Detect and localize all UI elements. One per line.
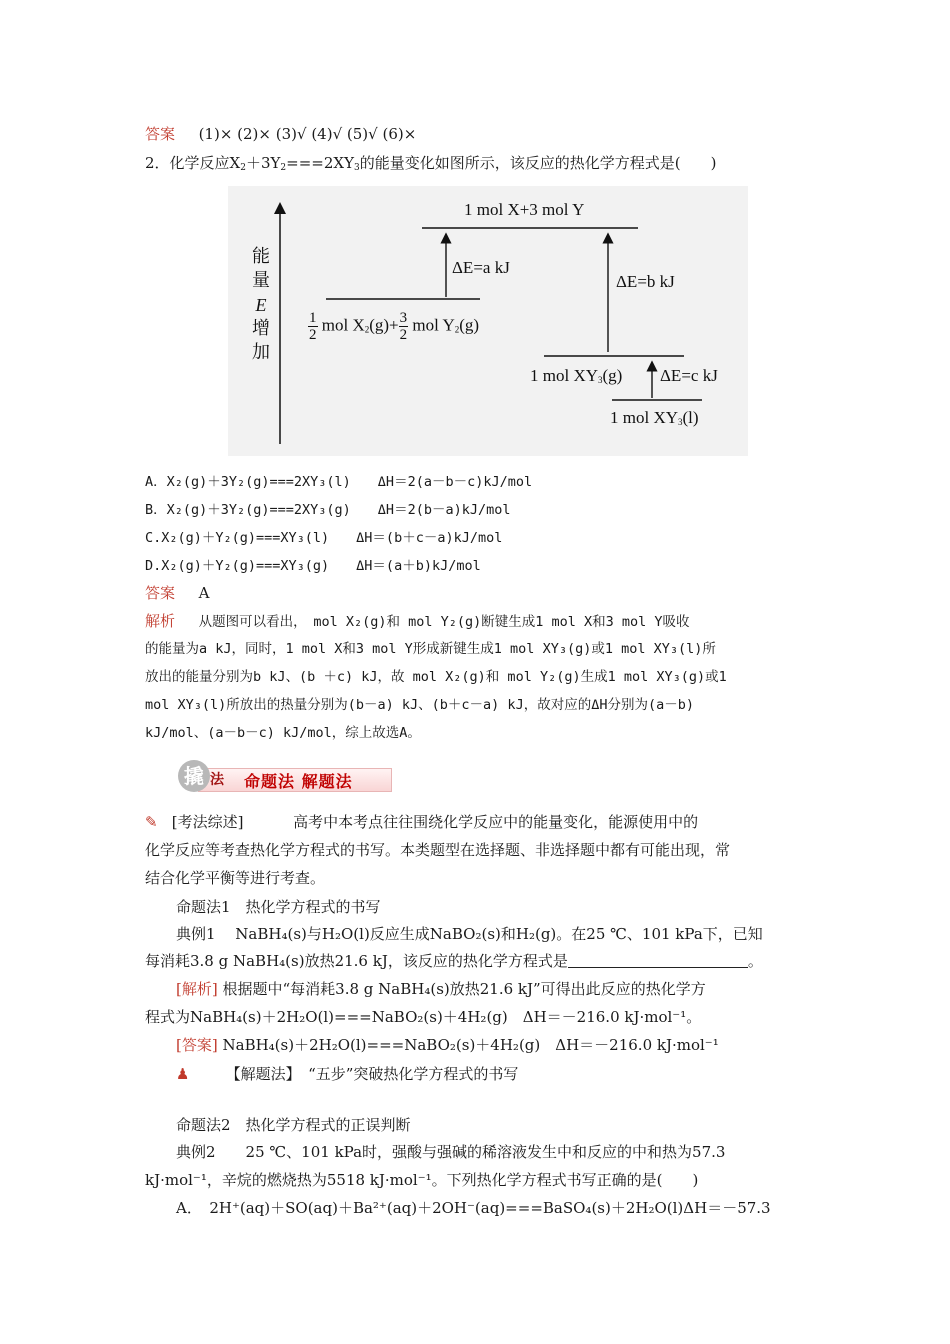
- answer2-line: [145, 583, 810, 603]
- answer-blank: [568, 953, 748, 968]
- option-c: C.X₂(g)＋Y₂(g)===XY₃(l) ΔH＝(b＋c－a)kJ/mol: [145, 530, 503, 546]
- axis-label-3: E: [255, 295, 267, 315]
- delta-e-c-label: ΔE=c kJ: [660, 366, 718, 385]
- summary-label: [考法综述]: [171, 813, 244, 831]
- analysis-line-1: 解析 从题图可以看出， mol X₂(g)和 mol Y₂(g)断键生成1 mol X和3 mol Y吸收: [145, 612, 690, 630]
- summary-line-1: ✎ [考法综述] 高考中本考点往往围绕化学反应中的能量变化，能源使用中的: [145, 813, 699, 831]
- axis-label-5: 加: [252, 342, 270, 363]
- level-liquid-label: 1 mol $XY_3(l)$: [610, 408, 699, 427]
- example2-option-a: A． 2H⁺(aq)＋SO(aq)＋Ba²⁺(aq)＋2OH⁻(aq)===BaSO₄(s)＋2H₂O(l)ΔH＝－57.3: [176, 1199, 771, 1217]
- level-top-label: 1 mol X+3 mol Y: [464, 200, 585, 219]
- option-b: B．X₂(g)＋3Y₂(g)===2XY₃(g) ΔH＝2(b－a)kJ/mol: [145, 502, 511, 518]
- banner-title: 命题法 解题法: [244, 772, 353, 791]
- answer2-label: 答案: [145, 584, 176, 602]
- level-gas-label: 1 mol $XY_3(g)$: [530, 366, 623, 385]
- method1-title: 命题法1 热化学方程式的书写: [176, 898, 381, 916]
- example1-line-2: 每消耗3.8 g NaBH₄(s)放热21.6 kJ，该反应的热化学方程式是 。: [145, 952, 763, 970]
- stem-text: 2．化学反应X: [145, 154, 241, 172]
- axis-label-1: 能: [252, 246, 270, 267]
- method1-analysis-label: [解析]: [176, 980, 218, 998]
- answer-text: (1)× (2)× (3)√ (4)√ (5)√ (6)×: [198, 125, 417, 143]
- summary-icon: ✎: [145, 813, 158, 831]
- axis-label-2: 量: [252, 270, 270, 291]
- section-banner: [178, 760, 392, 794]
- answer-line: [145, 124, 810, 144]
- banner-fa: 法: [210, 772, 224, 788]
- analysis-line-2: 的能量为a kJ，同时，1 mol X和3 mol Y形成新键生成1 mol XY₃(g)或1 mol XY₃(l)所: [145, 641, 716, 657]
- example1-line-1: 典例1 NaBH₄(s)与H₂O(l)反应生成NaBO₂(s)和H₂(g)。在25 ℃、101 kPa下，已知: [176, 925, 763, 943]
- method1-analysis-line-2: 程式为NaBH₄(s)＋2H₂O(l)===NaBO₂(s)＋4H₂(g) ΔH＝－216.0 kJ·mol⁻¹。: [145, 1008, 702, 1026]
- delta-e-b-label: ΔE=b kJ: [616, 272, 675, 291]
- analysis-label: 解析: [145, 612, 176, 630]
- method1-answer-label: [答案]: [176, 1036, 218, 1054]
- option-a: A．X₂(g)＋3Y₂(g)===2XY₃(l) ΔH＝2(a－b－c)kJ/mol: [145, 474, 533, 490]
- delta-e-a-label: ΔE=a kJ: [452, 258, 510, 277]
- question-stem: 2．化学反应$X_2+3Y_2===2XY_3$的能量变化如图所示，该反应的热化学方程式是( ): [145, 154, 717, 173]
- answer-label: 答案: [145, 125, 176, 143]
- method1-tip-line: ♟ 【解题法】 “五步”突破热化学方程式的书写: [176, 1065, 519, 1083]
- axis-label-4: 增: [252, 318, 270, 339]
- analysis-line-3: 放出的能量分别为b kJ、(b ＋c) kJ，故 mol X₂(g)和 mol Y₂(g)生成1 mol XY₃(g)或1: [145, 669, 727, 685]
- summary-line-2: 化学反应等考查热化学方程式的书写。本类题型在选择题、非选择题中都有可能出现，常: [145, 841, 731, 859]
- method1-analysis-line-1: [解析] 根据题中“每消耗3.8 g NaBH₄(s)放热21.6 kJ”可得出此反应的热化学方: [176, 980, 706, 998]
- analysis-line-4: mol XY₃(l)所放出的热量分别为(b－a) kJ、(b＋c－a) kJ，故对应的ΔH分别为(a－b): [145, 697, 694, 713]
- example2-line-1: 典例2 25 ℃、101 kPa时，强酸与强碱的稀溶液发生中和反应的中和热为57.3: [176, 1143, 726, 1161]
- method2-title: 命题法2 热化学方程式的正误判断: [176, 1116, 411, 1134]
- level-mid-label: $\frac{1}{2}$ mol $X_2(g)+$ $\frac{3}{2}$ mol $Y_2(g)$: [309, 310, 480, 343]
- stem-text-post: 的能量变化如图所示，该反应的热化学方程式是( ): [359, 154, 717, 172]
- energy-diagram: [228, 186, 748, 456]
- example2-line-2: kJ·mol⁻¹，辛烷的燃烧热为5518 kJ·mol⁻¹。下列热化学方程式书写正确的是( ): [145, 1171, 699, 1189]
- option-d: D.X₂(g)＋Y₂(g)===XY₃(g) ΔH＝(a＋b)kJ/mol: [145, 558, 481, 574]
- summary-line-3: 结合化学平衡等进行考查。: [145, 869, 326, 887]
- analysis-line-5: kJ/mol、(a－b－c) kJ/mol，综上故选A。: [145, 725, 421, 741]
- person-icon: ♟: [176, 1065, 190, 1083]
- answer2-text: A: [198, 584, 210, 602]
- method1-answer-line: [答案] NaBH₄(s)＋2H₂O(l)===NaBO₂(s)＋4H₂(g) ΔH＝－216.0 kJ·mol⁻¹: [176, 1036, 719, 1054]
- banner-emblem: 撬: [178, 760, 210, 792]
